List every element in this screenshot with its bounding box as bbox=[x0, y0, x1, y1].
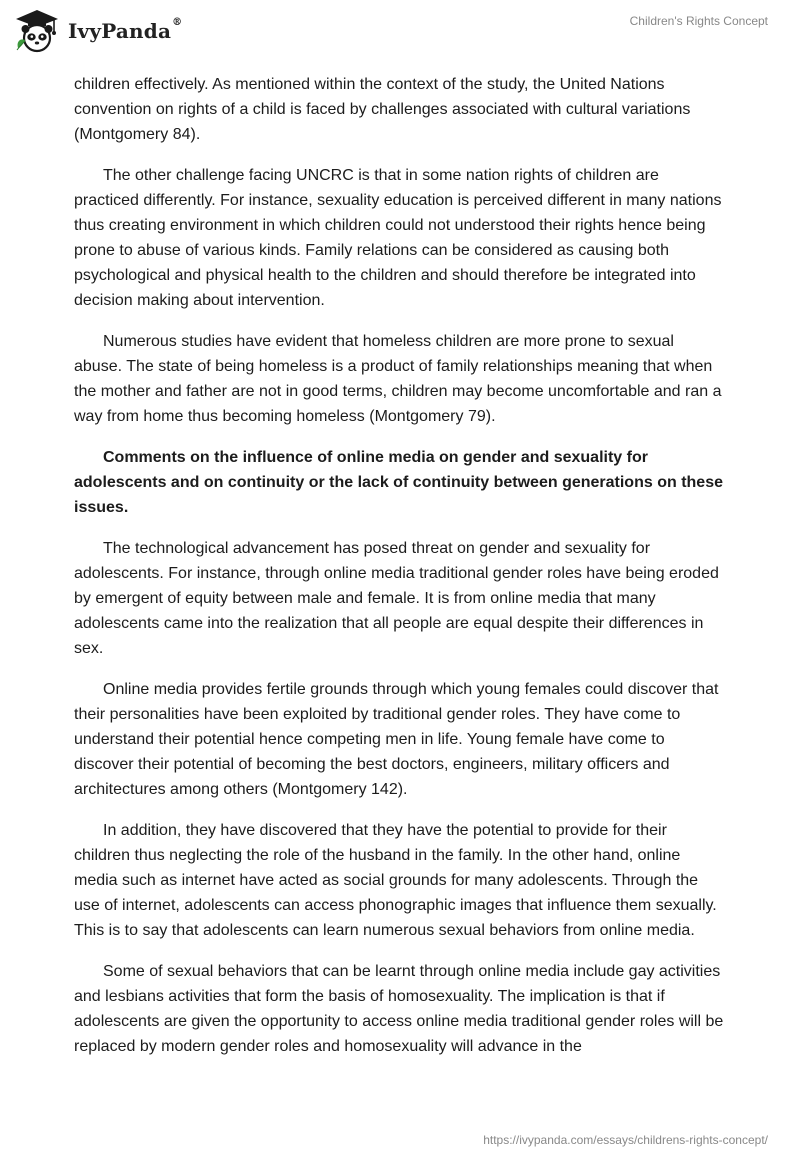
document-title: Children's Rights Concept bbox=[629, 14, 768, 28]
paragraph: The technological advancement has posed threat on gender and sexuality for adolescents. For instance, through online media traditional gender roles have being eroded by emergent of equity between male and female. It is from online media that many adolescents came into the realization that all people are equal despite their differences in sex. bbox=[74, 540, 719, 657]
source-url[interactable]: https://ivypanda.com/essays/childrens-rights-concept/ bbox=[483, 1133, 768, 1147]
section-heading: Comments on the influence of online media on gender and sexuality for adolescents and on continuity or the lack of continuity between generations on these issues. bbox=[74, 449, 723, 516]
ivypanda-logo[interactable] bbox=[14, 8, 182, 54]
paragraph: Some of sexual behaviors that can be learnt through online media include gay activities and lesbians activities that form the basis of homosexuality. The implication is that if adolescents are given the opportunity to access online media traditional gender roles will be replaced by modern gender roles and homosexuality will advance in the bbox=[74, 963, 724, 1055]
panda-graduate-icon bbox=[14, 8, 60, 54]
paragraph: Online media provides fertile grounds through which young females could discover that their personalities have been exploited by traditional gender roles. They have come to understand their potential hence competing men in life. Young female have come to discover their potential of becoming the best doctors, engineers, military officers and architectures among others (Montgomery 142). bbox=[74, 681, 719, 798]
paragraph: children effectively. As mentioned within the context of the study, the United Nations convention on rights of a child is faced by challenges associated with cultural variations (Montgomery 84). bbox=[74, 76, 691, 143]
paragraph: The other challenge facing UNCRC is that in some nation rights of children are practiced differently. For instance, sexuality education is perceived different in many nations thus creating environment in which children could not understood their rights hence being prone to abuse of various kinds. Family relations can be considered as causing both psychological and physical health to the children and should therefore be integrated into decision making about intervention. bbox=[74, 167, 722, 309]
page-header bbox=[0, 0, 800, 62]
paragraph: Numerous studies have evident that homeless children are more prone to sexual abuse. The state of being homeless is a product of family relationships meaning that when the mother and father are not in good terms, children may become uncomfortable and ran a way from home thus becoming homeless (Montgomery 79). bbox=[74, 333, 722, 425]
logo-text: IvyPanda® bbox=[68, 17, 183, 43]
essay-body bbox=[74, 72, 724, 1075]
paragraph: In addition, they have discovered that they have the potential to provide for their children thus neglecting the role of the husband in the family. In the other hand, online media such as internet have acted as social grounds for many adolescents. Through the use of internet, adolescents can access phonographic images that influence them sexually. This is to say that adolescents can learn numerous sexual behaviors from online media. bbox=[74, 822, 717, 939]
